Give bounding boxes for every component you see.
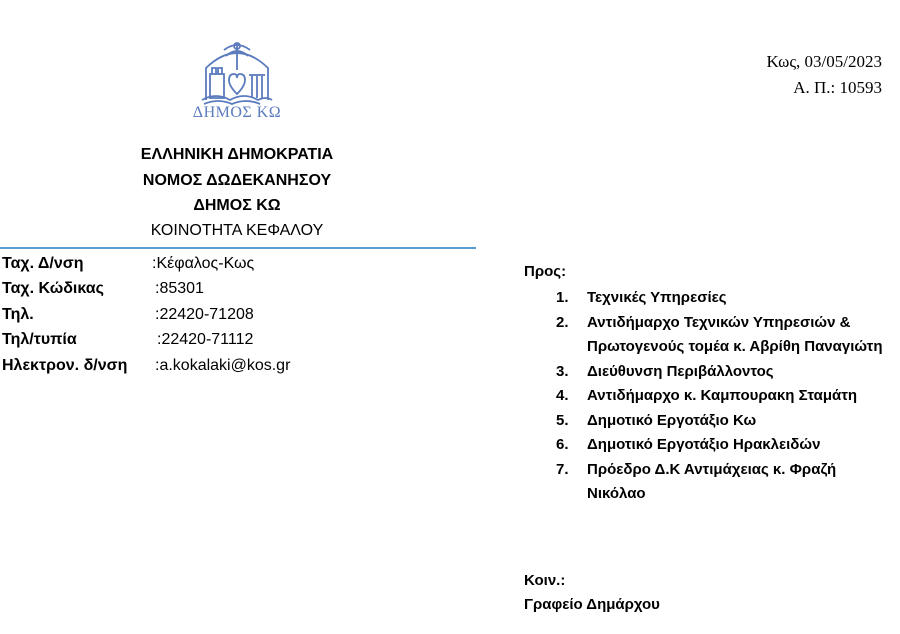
org-line-republic: ΕΛΛΗΝΙΚΗ ΔΗΜΟΚΡΑΤΙΑ [140, 146, 334, 163]
protocol-number: Α. Π.: 10593 [793, 78, 882, 97]
recipient-text: Αντιδήμαρχο Τεχνικών Υπηρεσιών & Πρωτογενούς τομέα κ. Αβρίθη Παναγιώτη [587, 313, 883, 355]
recipient-text: Τεχνικές Υπηρεσίες [587, 289, 727, 306]
list-number: 5. [556, 411, 569, 429]
contact-row-address [2, 255, 255, 273]
contact-value: :85301 [155, 280, 204, 297]
contact-row-phone [2, 306, 254, 324]
recipient-text: Διεύθυνση Περιβάλλοντος [587, 362, 774, 380]
contact-row-fax [2, 331, 254, 349]
list-number: 3. [556, 362, 569, 380]
list-number: 7. [556, 460, 569, 478]
org-line-municipality: ΔΗΜΟΣ ΚΩ [193, 197, 281, 214]
list-item [553, 384, 893, 409]
list-number: 4. [556, 387, 569, 404]
list-item [553, 409, 893, 434]
recipient-text: Πρόεδρο Δ.Κ Αντιμάχειας κ. Φραζή Νικόλαο [587, 460, 837, 502]
list-item [553, 286, 893, 311]
contact-value: :22420-71112 [157, 331, 254, 348]
contact-label: Ταχ. Κώδικας [2, 280, 104, 297]
contact-label: Ηλεκτρον. δ/νση [2, 357, 128, 374]
list-number: 2. [556, 313, 569, 331]
contact-value: :22420-71208 [155, 306, 254, 323]
contact-label: Τηλ/τυπία [2, 331, 77, 348]
list-item [553, 311, 893, 360]
contact-label: Ταχ. Δ/νση [2, 255, 84, 272]
list-number: 1. [556, 289, 569, 306]
contact-value: :Κέφαλος-Κως [152, 255, 255, 272]
municipality-logo-icon [196, 40, 278, 106]
list-item [553, 360, 893, 385]
header-divider [0, 247, 476, 249]
recipient-text: Δημοτικό Εργοτάξιο Ηρακλειδών [587, 436, 821, 453]
org-line-community: ΚΟΙΝΟΤΗΤΑ ΚΕΦΑΛΟΥ [150, 222, 324, 239]
list-number: 6. [556, 436, 569, 453]
recipient-text: Αντιδήμαρχο κ. Καμπουρακη Σταμάτη [587, 387, 858, 404]
contact-row-postcode [2, 280, 204, 298]
list-item [553, 458, 893, 507]
cc-recipient: Γραφείο Δημάρχου [524, 596, 660, 613]
recipients-heading: Προς: [524, 263, 567, 280]
recipients-list [553, 286, 893, 507]
logo-text: ΔΗΜΟΣ ΚΩ [192, 104, 282, 121]
contact-value: :a.kokalaki@kos.gr [155, 357, 291, 374]
recipient-text: Δημοτικό Εργοτάξιο Κω [587, 411, 757, 429]
org-line-prefecture: ΝΟΜΟΣ ΔΩΔΕΚΑΝΗΣΟΥ [142, 172, 332, 189]
contact-label: Τηλ. [2, 306, 34, 323]
cc-heading: Κοιν.: [524, 572, 566, 589]
date-line: Κως, 03/05/2023 [766, 52, 882, 71]
document-meta [766, 49, 882, 101]
list-item [553, 433, 893, 458]
contact-row-email [2, 357, 291, 375]
